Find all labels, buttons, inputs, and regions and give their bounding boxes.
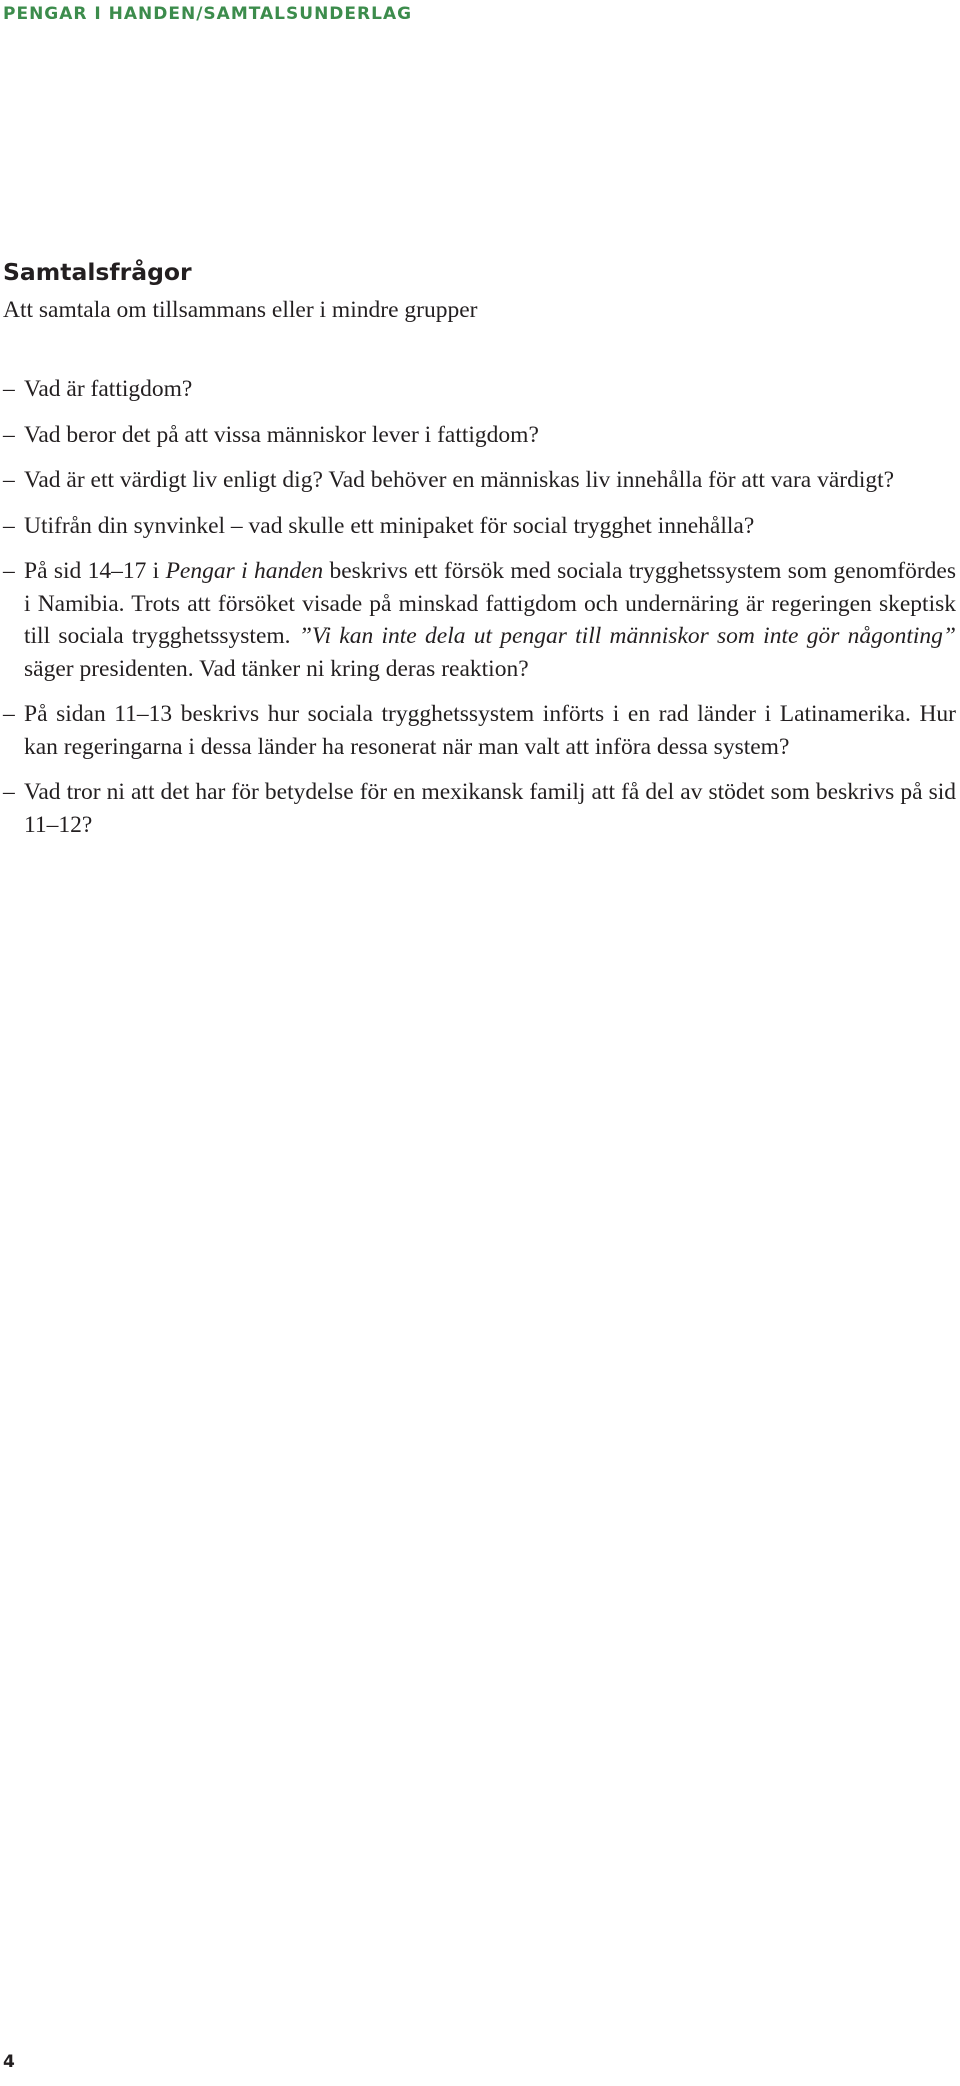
question-text-part: På sid 14–17 i — [24, 558, 166, 584]
question-item — [0, 419, 956, 452]
question-text: Vad beror det på att vissa människor lever i fattigdom? — [24, 421, 539, 448]
page-number: 4 — [3, 2052, 15, 2072]
dash-bullet: – — [3, 558, 15, 584]
question-text: Vad är ett värdigt liv enligt dig? Vad behöver en människas liv innehålla för att vara värdigt? — [24, 467, 895, 493]
question-text: Utifrån din synvinkel – vad skulle ett minipaket för social trygghet innehålla? — [24, 512, 755, 539]
dash-bullet: – — [3, 779, 15, 805]
question-text: På sidan 11–13 beskrivs hur sociala trygghetssystem införts i en rad länder i Latinamerika. Hur kan regeringarna i dessa länder ha resonerat när man valt att införa dessa system? — [24, 701, 956, 760]
dash-bullet: – — [3, 701, 15, 727]
dash-bullet: – — [3, 467, 15, 493]
dash-bullet: – — [3, 376, 15, 402]
question-item — [0, 698, 956, 763]
question-text-part: säger presidenten. Vad tänker ni kring deras reaktion? — [24, 655, 529, 682]
dash-bullet: – — [3, 421, 15, 448]
question-item — [0, 373, 956, 406]
dash-bullet: – — [3, 512, 15, 539]
running-header: PENGAR I HANDEN/SAMTALSUNDERLAG — [3, 4, 413, 24]
question-list — [0, 373, 956, 854]
question-text: Vad är fattigdom? — [24, 376, 193, 402]
question-text-part: beskrivs ett försök med sociala trygghetssystem som genomfördes i Namibia. Trots att försöket visade på minskad fattigdom och undernäring är regeringen skeptisk till sociala trygghetssystem. — [24, 558, 957, 649]
president-quote: ”Vi kan inte dela ut pengar till människor som inte gör någonting” — [298, 623, 956, 649]
question-item — [0, 776, 956, 841]
question-item — [0, 464, 956, 497]
section-subtitle: Att samtala om tillsammans eller i mindre grupper — [3, 297, 478, 323]
book-title: Pengar i handen — [165, 558, 324, 584]
section-title: Samtalsfrågor — [3, 258, 192, 286]
question-text: Vad tror ni att det har för betydelse för en mexikansk familj att få del av stödet som beskrivs på sid 11–12? — [24, 779, 956, 838]
question-item — [0, 510, 956, 543]
question-item — [0, 555, 956, 685]
